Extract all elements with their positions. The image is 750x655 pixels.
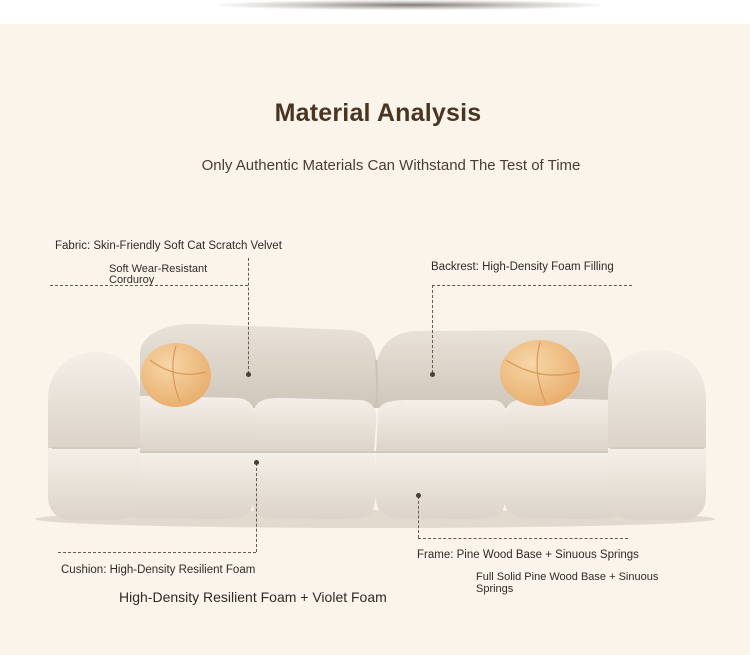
frame-leader-vertical: [418, 496, 419, 538]
cushion-label: Cushion: High-Density Resilient Foam: [61, 564, 256, 576]
backrest-leader-vertical: [432, 285, 433, 373]
left-armrest: [48, 352, 140, 520]
frame-label: Frame: Pine Wood Base + Sinuous Springs: [417, 549, 639, 561]
seat-cushions: [118, 396, 627, 519]
cushion-leader-horizontal: [58, 552, 256, 553]
backrest-label: Backrest: High-Density Foam Filling: [431, 261, 614, 273]
backrest-marker-dot: [430, 372, 435, 377]
cushion-marker-dot: [254, 460, 259, 465]
backrest-leader-horizontal: [432, 285, 632, 286]
page-title: Material Analysis: [274, 99, 482, 127]
fabric-detail-line2: Corduroy: [109, 274, 155, 286]
fabric-marker-dot: [246, 372, 251, 377]
page-subtitle: Only Authentic Materials Can Withstand The Test of Time: [201, 157, 581, 174]
fabric-label: Fabric: Skin-Friendly Soft Cat Scratch Velvet: [55, 240, 282, 252]
fabric-detail-line1: Soft Wear-Resistant: [109, 263, 208, 275]
frame-detail-line1: Full Solid Pine Wood Base + Sinuous: [476, 571, 659, 583]
frame-detail-line2: Springs: [476, 583, 514, 595]
cushion-leader-vertical: [256, 463, 257, 552]
frame-leader-horizontal: [418, 538, 628, 539]
right-armrest: [608, 350, 706, 520]
fabric-leader-vertical: [248, 258, 249, 374]
frame-marker-dot: [416, 493, 421, 498]
cushion-detail: High-Density Resilient Foam + Violet Foam: [119, 589, 387, 605]
